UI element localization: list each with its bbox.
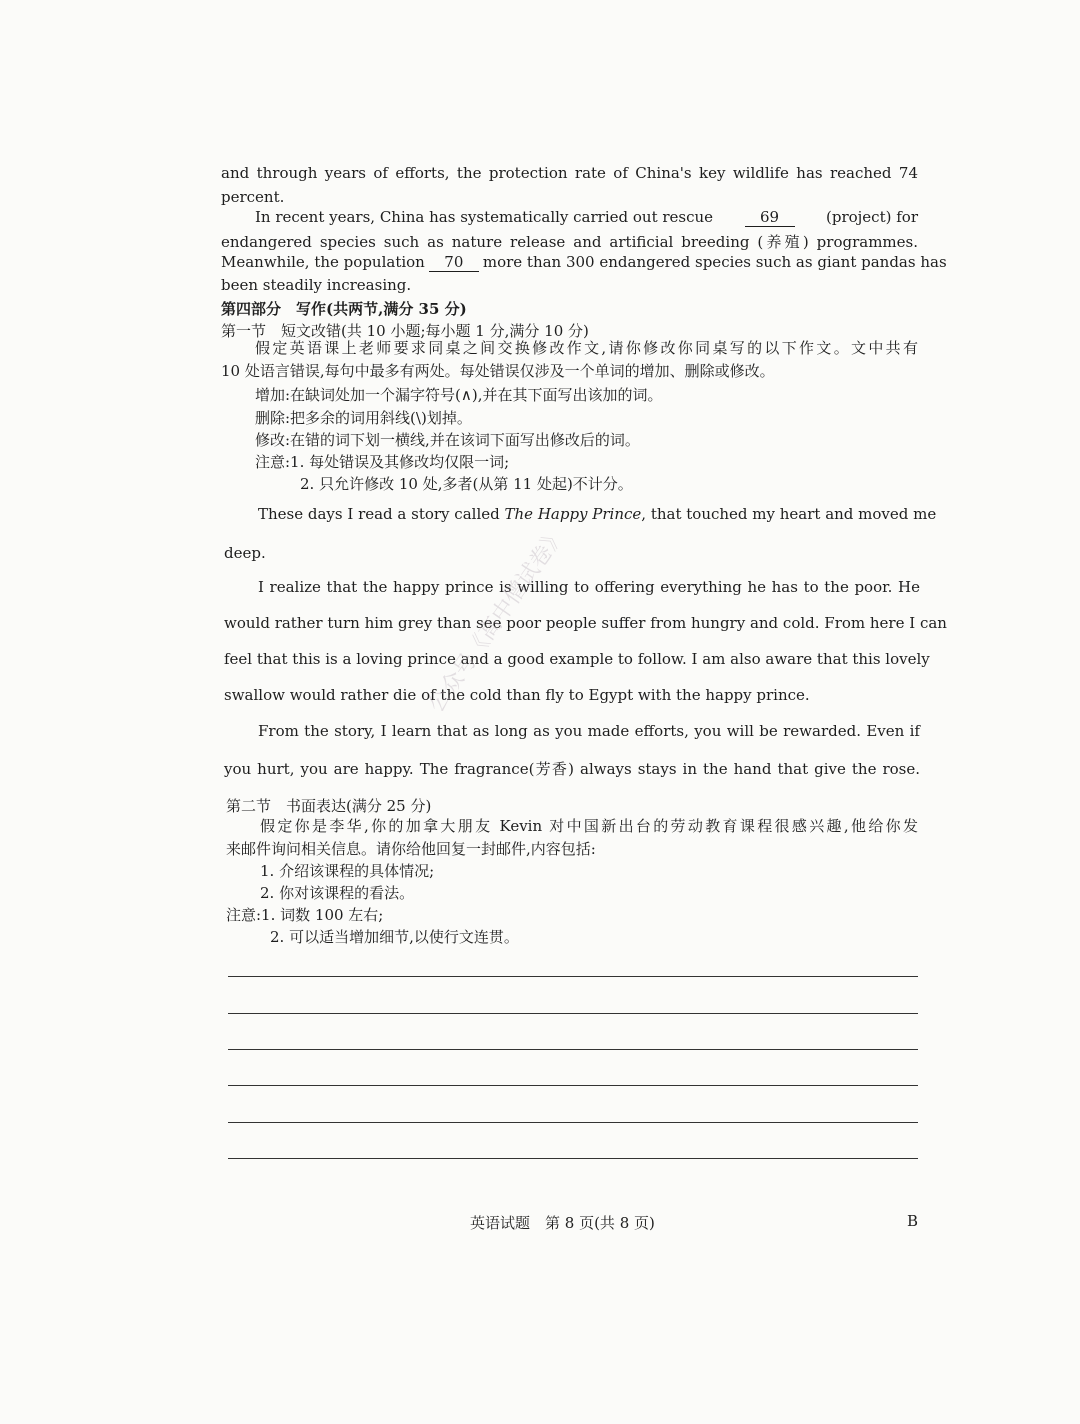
passage-text: In recent years, China has systematically carried out rescue [255,208,714,226]
note-2: 2. 只允许修改 10 处,多者(从第 11 处起)不计分。 [300,475,633,493]
section2-item-2: 2. 你对该课程的看法。 [260,884,415,902]
answer-blank-69: 69 [745,208,795,227]
essay-line-7: From the story, I learn that as long as you made efforts, you will be rewarded. Even if [258,722,920,740]
writing-line[interactable] [228,1085,918,1086]
section2-item-1: 1. 介绍该课程的具体情况; [260,862,435,880]
instruction-modify: 修改:在错的词下划一横线,并在该词下面写出修改后的词。 [255,431,640,449]
essay-text: , that touched my heart and moved me [641,505,937,523]
passage-text: (project) for [826,208,918,226]
passage-line-1: and through years of efforts, the protection rate of China's key wildlife has reached 74 [221,164,918,182]
part4-title: 第四部分 写作(共两节,满分 35 分) [221,300,467,318]
writing-line[interactable] [228,1013,918,1014]
section2-note-2: 2. 可以适当增加细节,以使行文连贯。 [270,928,519,946]
essay-line-5: feel that this is a loving prince and a good example to follow. I am also aware that this lovely [224,650,930,668]
story-title: The Happy Prince [504,505,642,523]
essay-line-3: I realize that the happy prince is willing to offering everything he has to the poor. He [258,578,920,596]
section2-line-1: 假定你是李华,你的加拿大朋友 Kevin 对中国新出台的劳动教育课程很感兴趣,他给你发 [260,817,918,835]
section1-title: 第一节 短文改错(共 10 小题;每小题 1 分,满分 10 分) [221,322,589,340]
watermark-text: 公众号《高中僧试卷》 [424,522,571,718]
passage-text: more than 300 endangered species such as giant pandas has [482,253,947,271]
passage-para2-line3 [221,253,947,272]
writing-line[interactable] [228,1049,918,1050]
writing-line[interactable] [228,976,918,977]
passage-para2-line2: endangered species such as nature release and artificial breeding (养殖) programmes. [221,233,918,251]
instruction-add: 增加:在缺词处加一个漏字符号(∧),并在其下面写出该加的词。 [255,386,663,404]
instruction-line-1: 假定英语课上老师要求同桌之间交换修改作文,请你修改你同桌写的以下作文。文中共有 [255,339,918,357]
essay-line-4: would rather turn him grey than see poor people suffer from hungry and cold. From here I can [224,614,947,632]
essay-line-6: swallow would rather die of the cold than fly to Egypt with the happy prince. [224,686,810,704]
passage-line-2: percent. [221,188,285,206]
writing-line[interactable] [228,1158,918,1159]
note-1: 注意:1. 每处错误及其修改均仅限一词; [255,453,510,471]
section2-line-2: 来邮件询问相关信息。请你给他回复一封邮件,内容包括: [226,840,596,858]
instruction-line-2: 10 处语言错误,每句中最多有两处。每处错误仅涉及一个单词的增加、删除或修改。 [221,362,775,380]
writing-line[interactable] [228,1122,918,1123]
essay-line-1 [224,505,937,523]
passage-para2-line4: been steadily increasing. [221,276,412,294]
instruction-delete: 删除:把多余的词用斜线(\)划掉。 [255,409,472,427]
section2-title: 第二节 书面表达(满分 25 分) [226,797,432,815]
section2-note-1: 注意:1. 词数 100 左右; [226,906,384,924]
version-label: B [907,1212,919,1230]
essay-line-2: deep. [224,544,266,562]
passage-text: Meanwhile, the population [221,253,425,271]
essay-text: These days I read a story called [258,505,500,523]
essay-line-8: you hurt, you are happy. The fragrance(芳香) always stays in the hand that give the rose. [224,760,920,778]
page-footer: 英语试题 第 8 页(共 8 页) [470,1214,655,1232]
answer-blank-70: 70 [429,253,479,272]
passage-para2-line1 [221,208,918,227]
